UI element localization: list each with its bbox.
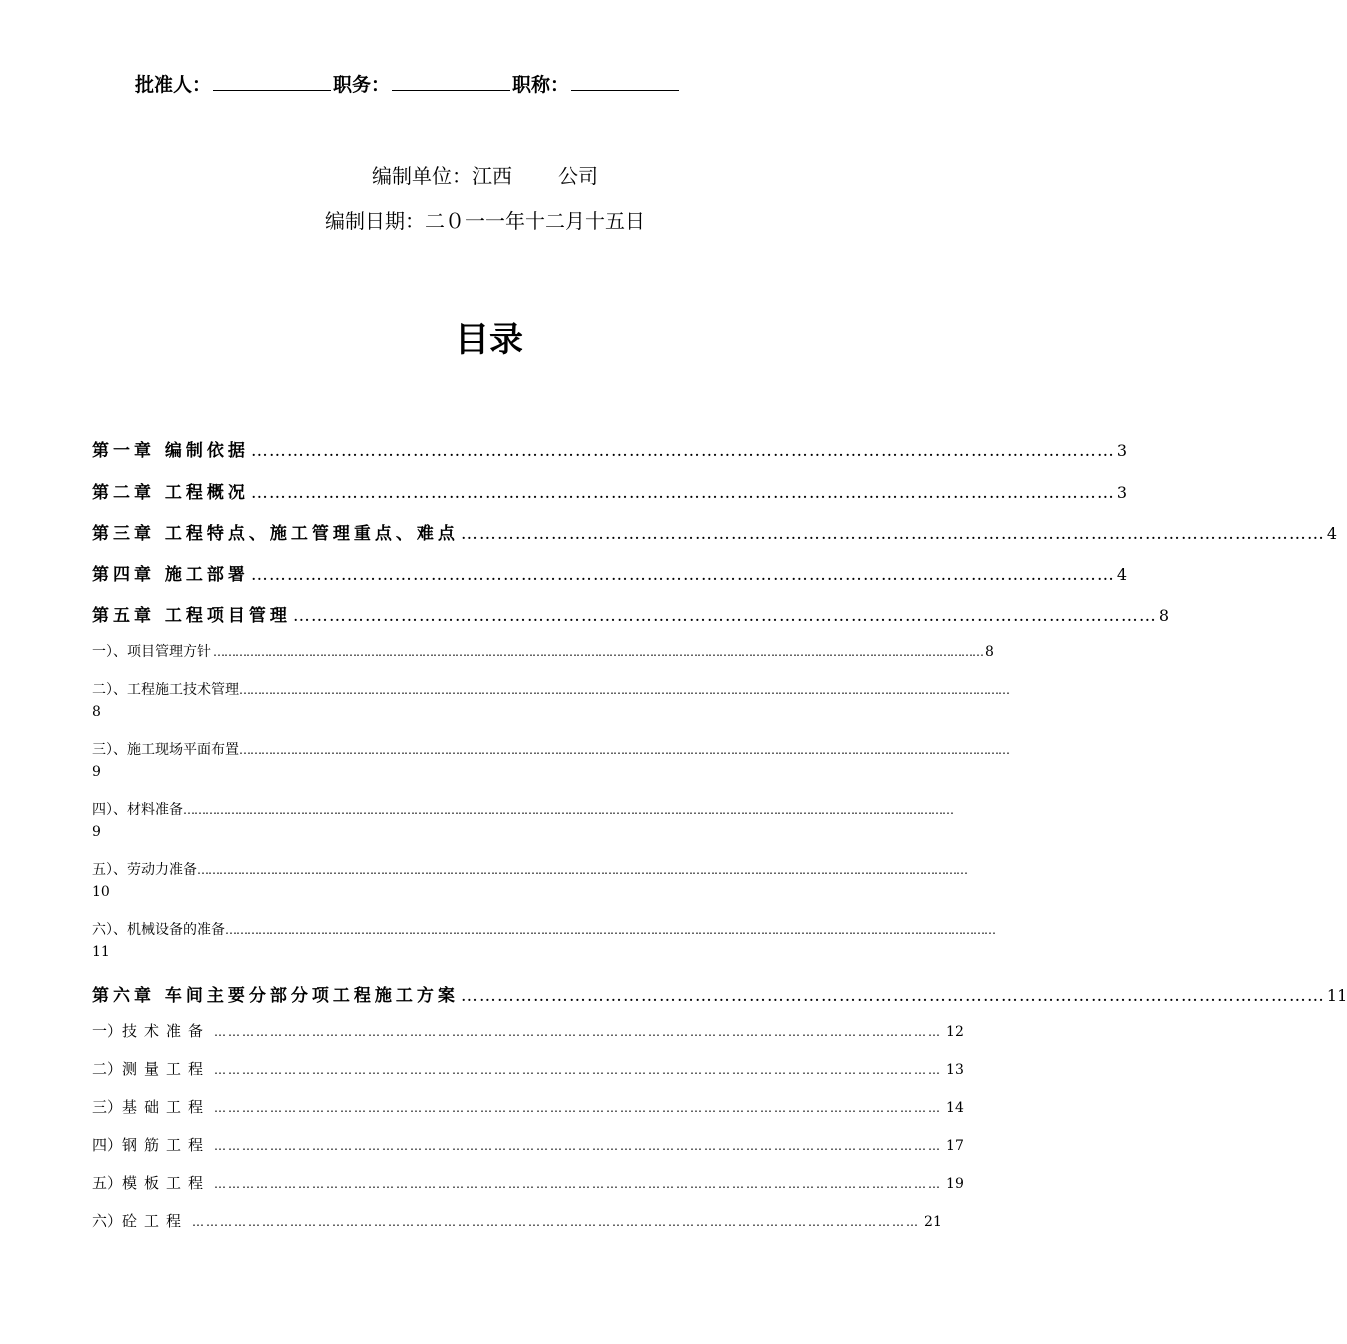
toc-entry-page: 4 [1116,565,1128,584]
toc-entry-label: 六）、机械设备的准备 [92,922,225,938]
position-label: 职务： [333,74,391,96]
toc-entry-number: 五） [92,1174,123,1192]
leader-dots: ……………………………………………………………………………………………………………………………… [460,524,1325,544]
approver-label: 批准人： [135,74,212,96]
toc-entry-number: 六） [92,1212,123,1230]
toc-entry-label: 钢筋工程 [122,1136,211,1154]
toc-entry-number: 二） [92,1060,123,1078]
toc-ch6-item-1[interactable] [92,1020,964,1041]
toc-entry-page: 14 [946,1100,964,1116]
toc-entry-label: 第六章 车间主要分部分项工程施工方案 [92,986,459,1006]
toc-ch5-item-3[interactable] [92,739,1009,783]
toc-title: 目录 [455,320,523,360]
leader-dots: ……………………………………………………………………………………………………………………………… [250,565,1115,585]
toc-entry-page: 4 [1326,524,1338,543]
position-blank[interactable] [392,72,510,91]
toc-entry-number: 四） [92,1136,123,1154]
toc-entry-label: 五）、劳动力准备 [92,862,197,878]
leader-dots: ………………………………………………………………………………………………………………………………………… [192,1215,921,1229]
toc-entry-page: 8 [985,644,994,660]
leader-dots: ……………………………………………………………………………………………………………………………… [250,483,1115,503]
toc-entry-label: 第五章 工程项目管理 [92,606,291,626]
toc-chapter-1[interactable] [92,436,1128,461]
toc-entry-page: 11 [1326,986,1347,1005]
compiling-unit [0,160,970,189]
toc-ch5-item-5[interactable] [92,859,967,903]
toc-ch5-item-4[interactable] [92,799,953,843]
toc-ch5-item-1[interactable] [92,641,994,663]
toc-entry-page: 21 [924,1214,942,1230]
leader-dots: ………………………………………………………………………………………………………………………………………………………………………………………… [225,923,995,937]
toc-entry-page: 3 [1116,483,1128,502]
toc-entry-label: 第二章 工程概况 [92,483,249,503]
toc-entry-page: 17 [946,1138,964,1154]
toc-entry-label: 一）、项目管理方针 [92,644,211,660]
toc-entry-label: 第三章 工程特点、施工管理重点、难点 [92,524,459,544]
leader-dots: ………………………………………………………………………………………………………………………………………… [214,1177,943,1191]
compiling-date: 编制日期：二０一一年十二月十五日 [325,209,645,233]
unit-label: 编制单位： [372,164,472,188]
toc-entry-number: 一） [92,1022,123,1040]
toc-ch6-item-3[interactable] [92,1096,964,1117]
toc-entry-label: 四）、材料准备 [92,802,183,818]
leader-dots: ………………………………………………………………………………………………………………………………………………………………………………………… [213,645,983,659]
toc-entry-page: 19 [946,1176,964,1192]
toc-ch6-item-5[interactable] [92,1172,964,1193]
toc-chapter-6[interactable] [92,981,1347,1006]
leader-dots: ………………………………………………………………………………………………………………………………………………………………………………………… [183,803,953,817]
toc-entry-page: 10 [92,884,110,900]
leader-dots: ………………………………………………………………………………………………………………………………………………………………………………………… [239,743,1009,757]
leader-dots: ……………………………………………………………………………………………………………………………… [292,606,1157,626]
approver-blank[interactable] [213,72,331,91]
unit-region: 江西 [472,164,512,188]
toc-entry-label: 基础工程 [122,1098,211,1116]
leader-dots: ………………………………………………………………………………………………………………………………………… [214,1025,943,1039]
leader-dots: ……………………………………………………………………………………………………………………………… [250,441,1115,461]
toc-entry-page: 11 [92,944,110,960]
leader-dots: ………………………………………………………………………………………………………………………………………… [214,1139,943,1153]
unit-company: 公司 [558,164,598,188]
toc-entry-label: 技术准备 [122,1022,211,1040]
toc-entry-label: 三）、施工现场平面布置 [92,742,239,758]
professional-title-blank[interactable] [571,72,679,91]
leader-dots: ……………………………………………………………………………………………………………………………… [460,986,1325,1006]
leader-dots: ………………………………………………………………………………………………………………………………………… [214,1063,943,1077]
toc-entry-page: 13 [946,1062,964,1078]
professional-title-label: 职称： [512,74,570,96]
toc-ch5-item-6[interactable] [92,919,995,963]
toc-ch6-item-4[interactable] [92,1134,964,1155]
toc-entry-number: 三） [92,1098,123,1116]
toc-entry-page: 9 [92,824,101,840]
toc-entry-page: 12 [946,1024,964,1040]
toc-ch6-item-6[interactable] [92,1210,942,1231]
toc-entry-page: 9 [92,764,101,780]
toc-entry-label: 模板工程 [122,1174,211,1192]
toc-entry-page: 8 [92,704,101,720]
toc-entry-page: 3 [1116,441,1128,460]
toc-chapter-5[interactable] [92,601,1170,626]
toc-entry-label: 砼工程 [122,1212,189,1230]
toc-entry-page: 8 [1158,606,1170,625]
toc-chapter-2[interactable] [92,478,1128,503]
toc-chapter-3[interactable] [92,519,1338,544]
leader-dots: ………………………………………………………………………………………………………………………………………………………………………………………… [197,863,967,877]
toc-entry-label: 第一章 编制依据 [92,441,249,461]
toc-chapter-4[interactable] [92,560,1128,585]
toc-entry-label: 测量工程 [122,1060,211,1078]
toc-entry-label: 二）、工程施工技术管理 [92,682,239,698]
approval-line [135,70,681,97]
toc-ch6-item-2[interactable] [92,1058,964,1079]
toc-ch5-item-2[interactable] [92,679,1009,723]
leader-dots: ………………………………………………………………………………………………………………………………………………………………………………………… [239,683,1009,697]
toc-entry-label: 第四章 施工部署 [92,565,249,585]
leader-dots: ………………………………………………………………………………………………………………………………………… [214,1101,943,1115]
